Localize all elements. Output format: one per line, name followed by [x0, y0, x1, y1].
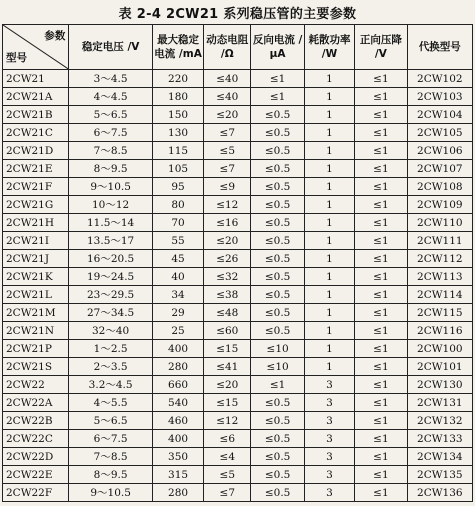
table-body [3, 70, 473, 502]
table-row [3, 358, 473, 376]
cell-reverse-current: ≤0.5 [251, 124, 305, 142]
cell-dynamic-resistance: ≤5 [204, 142, 251, 160]
cell-replacement: 2CW110 [407, 214, 472, 232]
cell-reverse-current: ≤0.5 [251, 304, 305, 322]
cell-forward-drop: ≤1 [355, 142, 407, 160]
cell-max-current: 45 [152, 250, 203, 268]
header-model-label: 型号 [6, 52, 27, 64]
cell-dynamic-resistance: ≤6 [204, 430, 251, 448]
table-caption: 表 2-4 2CW21 系列稳压管的主要参数 [118, 7, 357, 22]
cell-replacement: 2CW135 [407, 466, 472, 484]
cell-forward-drop: ≤1 [355, 448, 407, 466]
cell-max-current: 400 [152, 430, 203, 448]
cell-dynamic-resistance: ≤20 [204, 106, 251, 124]
cell-dynamic-resistance: ≤15 [204, 340, 251, 358]
cell-reverse-current: ≤0.5 [251, 322, 305, 340]
cell-reverse-current: ≤0.5 [251, 250, 305, 268]
cell-forward-drop: ≤1 [355, 124, 407, 142]
cell-forward-drop: ≤1 [355, 178, 407, 196]
header-r: 动态电阻 /Ω [204, 25, 251, 70]
cell-power: 1 [304, 124, 354, 142]
cell-model: 2CW22E [3, 466, 69, 484]
cell-forward-drop: ≤1 [355, 412, 407, 430]
cell-reverse-current: ≤10 [251, 340, 305, 358]
header-corner-cell [3, 25, 69, 70]
cell-dynamic-resistance: ≤4 [204, 448, 251, 466]
cell-stable-voltage: 4～5.5 [69, 394, 153, 412]
cell-power: 3 [304, 376, 354, 394]
cell-forward-drop: ≤1 [355, 358, 407, 376]
cell-power: 1 [304, 304, 354, 322]
cell-dynamic-resistance: ≤7 [204, 160, 251, 178]
cell-power: 1 [304, 142, 354, 160]
cell-reverse-current: ≤0.5 [251, 412, 305, 430]
cell-replacement: 2CW109 [407, 196, 472, 214]
cell-max-current: 115 [152, 142, 203, 160]
cell-stable-voltage: 7～8.5 [69, 142, 153, 160]
cell-max-current: 150 [152, 106, 203, 124]
table-row [3, 196, 473, 214]
cell-model: 2CW21D [3, 142, 69, 160]
table-row [3, 286, 473, 304]
cell-max-current: 660 [152, 376, 203, 394]
cell-reverse-current: ≤0.5 [251, 466, 305, 484]
cell-max-current: 400 [152, 340, 203, 358]
cell-stable-voltage: 27～34.5 [69, 304, 153, 322]
cell-model: 2CW21N [3, 322, 69, 340]
cell-replacement: 2CW130 [407, 376, 472, 394]
cell-max-current: 29 [152, 304, 203, 322]
cell-dynamic-resistance: ≤40 [204, 88, 251, 106]
cell-reverse-current: ≤0.5 [251, 178, 305, 196]
cell-replacement: 2CW107 [407, 160, 472, 178]
cell-reverse-current: ≤0.5 [251, 142, 305, 160]
table-row [3, 124, 473, 142]
cell-max-current: 280 [152, 484, 203, 502]
cell-forward-drop: ≤1 [355, 340, 407, 358]
cell-max-current: 70 [152, 214, 203, 232]
cell-forward-drop: ≤1 [355, 484, 407, 502]
cell-power: 1 [304, 268, 354, 286]
cell-model: 2CW22B [3, 412, 69, 430]
header-iz: 最大稳定电流 /mA [152, 25, 203, 70]
cell-power: 1 [304, 196, 354, 214]
cell-replacement: 2CW108 [407, 178, 472, 196]
cell-power: 3 [304, 412, 354, 430]
cell-model: 2CW21I [3, 232, 69, 250]
cell-stable-voltage: 5～6.5 [69, 106, 153, 124]
cell-model: 2CW21S [3, 358, 69, 376]
cell-model: 2CW22 [3, 376, 69, 394]
table-row [3, 142, 473, 160]
cell-stable-voltage: 8～9.5 [69, 160, 153, 178]
table-row [3, 160, 473, 178]
cell-forward-drop: ≤1 [355, 160, 407, 178]
table-row [3, 88, 473, 106]
cell-power: 1 [304, 322, 354, 340]
cell-forward-drop: ≤1 [355, 88, 407, 106]
cell-model: 2CW21A [3, 88, 69, 106]
cell-max-current: 105 [152, 160, 203, 178]
cell-replacement: 2CW113 [407, 268, 472, 286]
cell-power: 1 [304, 70, 354, 88]
table-row [3, 322, 473, 340]
cell-reverse-current: ≤1 [251, 88, 305, 106]
cell-reverse-current: ≤10 [251, 358, 305, 376]
cell-replacement: 2CW134 [407, 448, 472, 466]
cell-power: 1 [304, 160, 354, 178]
cell-reverse-current: ≤0.5 [251, 196, 305, 214]
cell-stable-voltage: 5～6.5 [69, 412, 153, 430]
table-row [3, 214, 473, 232]
cell-model: 2CW21E [3, 160, 69, 178]
cell-forward-drop: ≤1 [355, 268, 407, 286]
cell-model: 2CW21L [3, 286, 69, 304]
cell-max-current: 80 [152, 196, 203, 214]
cell-dynamic-resistance: ≤12 [204, 196, 251, 214]
table-row [3, 448, 473, 466]
cell-forward-drop: ≤1 [355, 394, 407, 412]
cell-forward-drop: ≤1 [355, 322, 407, 340]
cell-forward-drop: ≤1 [355, 466, 407, 484]
cell-power: 1 [304, 88, 354, 106]
cell-dynamic-resistance: ≤41 [204, 358, 251, 376]
cell-stable-voltage: 16～20.5 [69, 250, 153, 268]
cell-model: 2CW22F [3, 484, 69, 502]
cell-dynamic-resistance: ≤5 [204, 466, 251, 484]
table-row [3, 340, 473, 358]
cell-max-current: 350 [152, 448, 203, 466]
cell-replacement: 2CW106 [407, 142, 472, 160]
table-row [3, 268, 473, 286]
table-row [3, 412, 473, 430]
table-row [3, 466, 473, 484]
cell-forward-drop: ≤1 [355, 304, 407, 322]
header-vz: 稳定电压 /V [69, 25, 153, 70]
header-p: 耗散功率 /W [304, 25, 354, 70]
table-row [3, 178, 473, 196]
cell-forward-drop: ≤1 [355, 430, 407, 448]
cell-forward-drop: ≤1 [355, 214, 407, 232]
cell-dynamic-resistance: ≤16 [204, 214, 251, 232]
cell-stable-voltage: 13.5～17 [69, 232, 153, 250]
cell-reverse-current: ≤0.5 [251, 394, 305, 412]
cell-model: 2CW22C [3, 430, 69, 448]
cell-reverse-current: ≤0.5 [251, 484, 305, 502]
cell-dynamic-resistance: ≤26 [204, 250, 251, 268]
cell-model: 2CW21H [3, 214, 69, 232]
cell-max-current: 220 [152, 70, 203, 88]
header-param-label: 参数 [44, 30, 66, 42]
cell-power: 1 [304, 214, 354, 232]
cell-max-current: 40 [152, 268, 203, 286]
cell-forward-drop: ≤1 [355, 250, 407, 268]
table-row [3, 484, 473, 502]
cell-forward-drop: ≤1 [355, 70, 407, 88]
cell-stable-voltage: 7～8.5 [69, 448, 153, 466]
table-row [3, 250, 473, 268]
cell-model: 2CW21 [3, 70, 69, 88]
cell-dynamic-resistance: ≤60 [204, 322, 251, 340]
cell-reverse-current: ≤1 [251, 70, 305, 88]
cell-reverse-current: ≤0.5 [251, 448, 305, 466]
cell-stable-voltage: 11.5～14 [69, 214, 153, 232]
cell-forward-drop: ≤1 [355, 232, 407, 250]
cell-model: 2CW21F [3, 178, 69, 196]
cell-max-current: 280 [152, 358, 203, 376]
cell-replacement: 2CW114 [407, 286, 472, 304]
cell-reverse-current: ≤0.5 [251, 106, 305, 124]
cell-replacement: 2CW102 [407, 70, 472, 88]
cell-reverse-current: ≤0.5 [251, 160, 305, 178]
cell-forward-drop: ≤1 [355, 376, 407, 394]
cell-forward-drop: ≤1 [355, 196, 407, 214]
cell-power: 1 [304, 232, 354, 250]
cell-replacement: 2CW132 [407, 412, 472, 430]
cell-max-current: 34 [152, 286, 203, 304]
cell-max-current: 130 [152, 124, 203, 142]
cell-stable-voltage: 9～10.5 [69, 178, 153, 196]
cell-dynamic-resistance: ≤7 [204, 484, 251, 502]
table-row [3, 376, 473, 394]
cell-replacement: 2CW111 [407, 232, 472, 250]
table-row [3, 430, 473, 448]
header-row [3, 25, 473, 70]
cell-power: 3 [304, 394, 354, 412]
table-row [3, 70, 473, 88]
cell-power: 1 [304, 340, 354, 358]
cell-stable-voltage: 1～2.5 [69, 340, 153, 358]
cell-max-current: 540 [152, 394, 203, 412]
cell-max-current: 180 [152, 88, 203, 106]
cell-max-current: 315 [152, 466, 203, 484]
cell-stable-voltage: 2～3.5 [69, 358, 153, 376]
cell-stable-voltage: 32～40 [69, 322, 153, 340]
cell-stable-voltage: 3～4.5 [69, 70, 153, 88]
cell-forward-drop: ≤1 [355, 106, 407, 124]
cell-model: 2CW21P [3, 340, 69, 358]
cell-power: 1 [304, 250, 354, 268]
cell-power: 3 [304, 484, 354, 502]
cell-stable-voltage: 19～24.5 [69, 268, 153, 286]
cell-dynamic-resistance: ≤38 [204, 286, 251, 304]
cell-replacement: 2CW101 [407, 358, 472, 376]
cell-stable-voltage: 23～29.5 [69, 286, 153, 304]
cell-dynamic-resistance: ≤40 [204, 70, 251, 88]
cell-power: 1 [304, 286, 354, 304]
cell-reverse-current: ≤1 [251, 376, 305, 394]
cell-stable-voltage: 10～12 [69, 196, 153, 214]
cell-reverse-current: ≤0.5 [251, 214, 305, 232]
cell-dynamic-resistance: ≤48 [204, 304, 251, 322]
cell-model: 2CW22D [3, 448, 69, 466]
cell-model: 2CW21B [3, 106, 69, 124]
cell-replacement: 2CW100 [407, 340, 472, 358]
header-ir: 反向电流 /μA [251, 25, 305, 70]
cell-model: 2CW21J [3, 250, 69, 268]
cell-stable-voltage: 8～9.5 [69, 466, 153, 484]
table-row [3, 106, 473, 124]
cell-power: 1 [304, 358, 354, 376]
cell-reverse-current: ≤0.5 [251, 232, 305, 250]
cell-model: 2CW21K [3, 268, 69, 286]
cell-dynamic-resistance: ≤32 [204, 268, 251, 286]
cell-reverse-current: ≤0.5 [251, 268, 305, 286]
cell-dynamic-resistance: ≤7 [204, 124, 251, 142]
cell-dynamic-resistance: ≤9 [204, 178, 251, 196]
cell-forward-drop: ≤1 [355, 286, 407, 304]
cell-power: 3 [304, 448, 354, 466]
cell-dynamic-resistance: ≤20 [204, 376, 251, 394]
cell-model: 2CW21M [3, 304, 69, 322]
cell-model: 2CW21G [3, 196, 69, 214]
cell-power: 1 [304, 106, 354, 124]
cell-dynamic-resistance: ≤15 [204, 394, 251, 412]
cell-replacement: 2CW104 [407, 106, 472, 124]
header-vf: 正向压降 /V [355, 25, 407, 70]
cell-dynamic-resistance: ≤12 [204, 412, 251, 430]
cell-max-current: 95 [152, 178, 203, 196]
cell-stable-voltage: 9～10.5 [69, 484, 153, 502]
cell-replacement: 2CW103 [407, 88, 472, 106]
cell-stable-voltage: 6～7.5 [69, 430, 153, 448]
table-row [3, 394, 473, 412]
cell-stable-voltage: 6～7.5 [69, 124, 153, 142]
cell-max-current: 55 [152, 232, 203, 250]
cell-power: 3 [304, 466, 354, 484]
cell-stable-voltage: 3.2～4.5 [69, 376, 153, 394]
cell-power: 1 [304, 178, 354, 196]
parameter-table [2, 24, 473, 502]
cell-replacement: 2CW116 [407, 322, 472, 340]
table-row [3, 304, 473, 322]
cell-replacement: 2CW105 [407, 124, 472, 142]
cell-replacement: 2CW131 [407, 394, 472, 412]
cell-replacement: 2CW115 [407, 304, 472, 322]
cell-max-current: 25 [152, 322, 203, 340]
cell-replacement: 2CW112 [407, 250, 472, 268]
cell-replacement: 2CW133 [407, 430, 472, 448]
table-row [3, 232, 473, 250]
cell-reverse-current: ≤0.5 [251, 286, 305, 304]
cell-dynamic-resistance: ≤20 [204, 232, 251, 250]
cell-replacement: 2CW136 [407, 484, 472, 502]
cell-max-current: 460 [152, 412, 203, 430]
cell-reverse-current: ≤0.5 [251, 430, 305, 448]
cell-power: 3 [304, 430, 354, 448]
cell-model: 2CW21C [3, 124, 69, 142]
cell-model: 2CW22A [3, 394, 69, 412]
header-eq: 代换型号 [407, 25, 472, 70]
cell-stable-voltage: 4～4.5 [69, 88, 153, 106]
